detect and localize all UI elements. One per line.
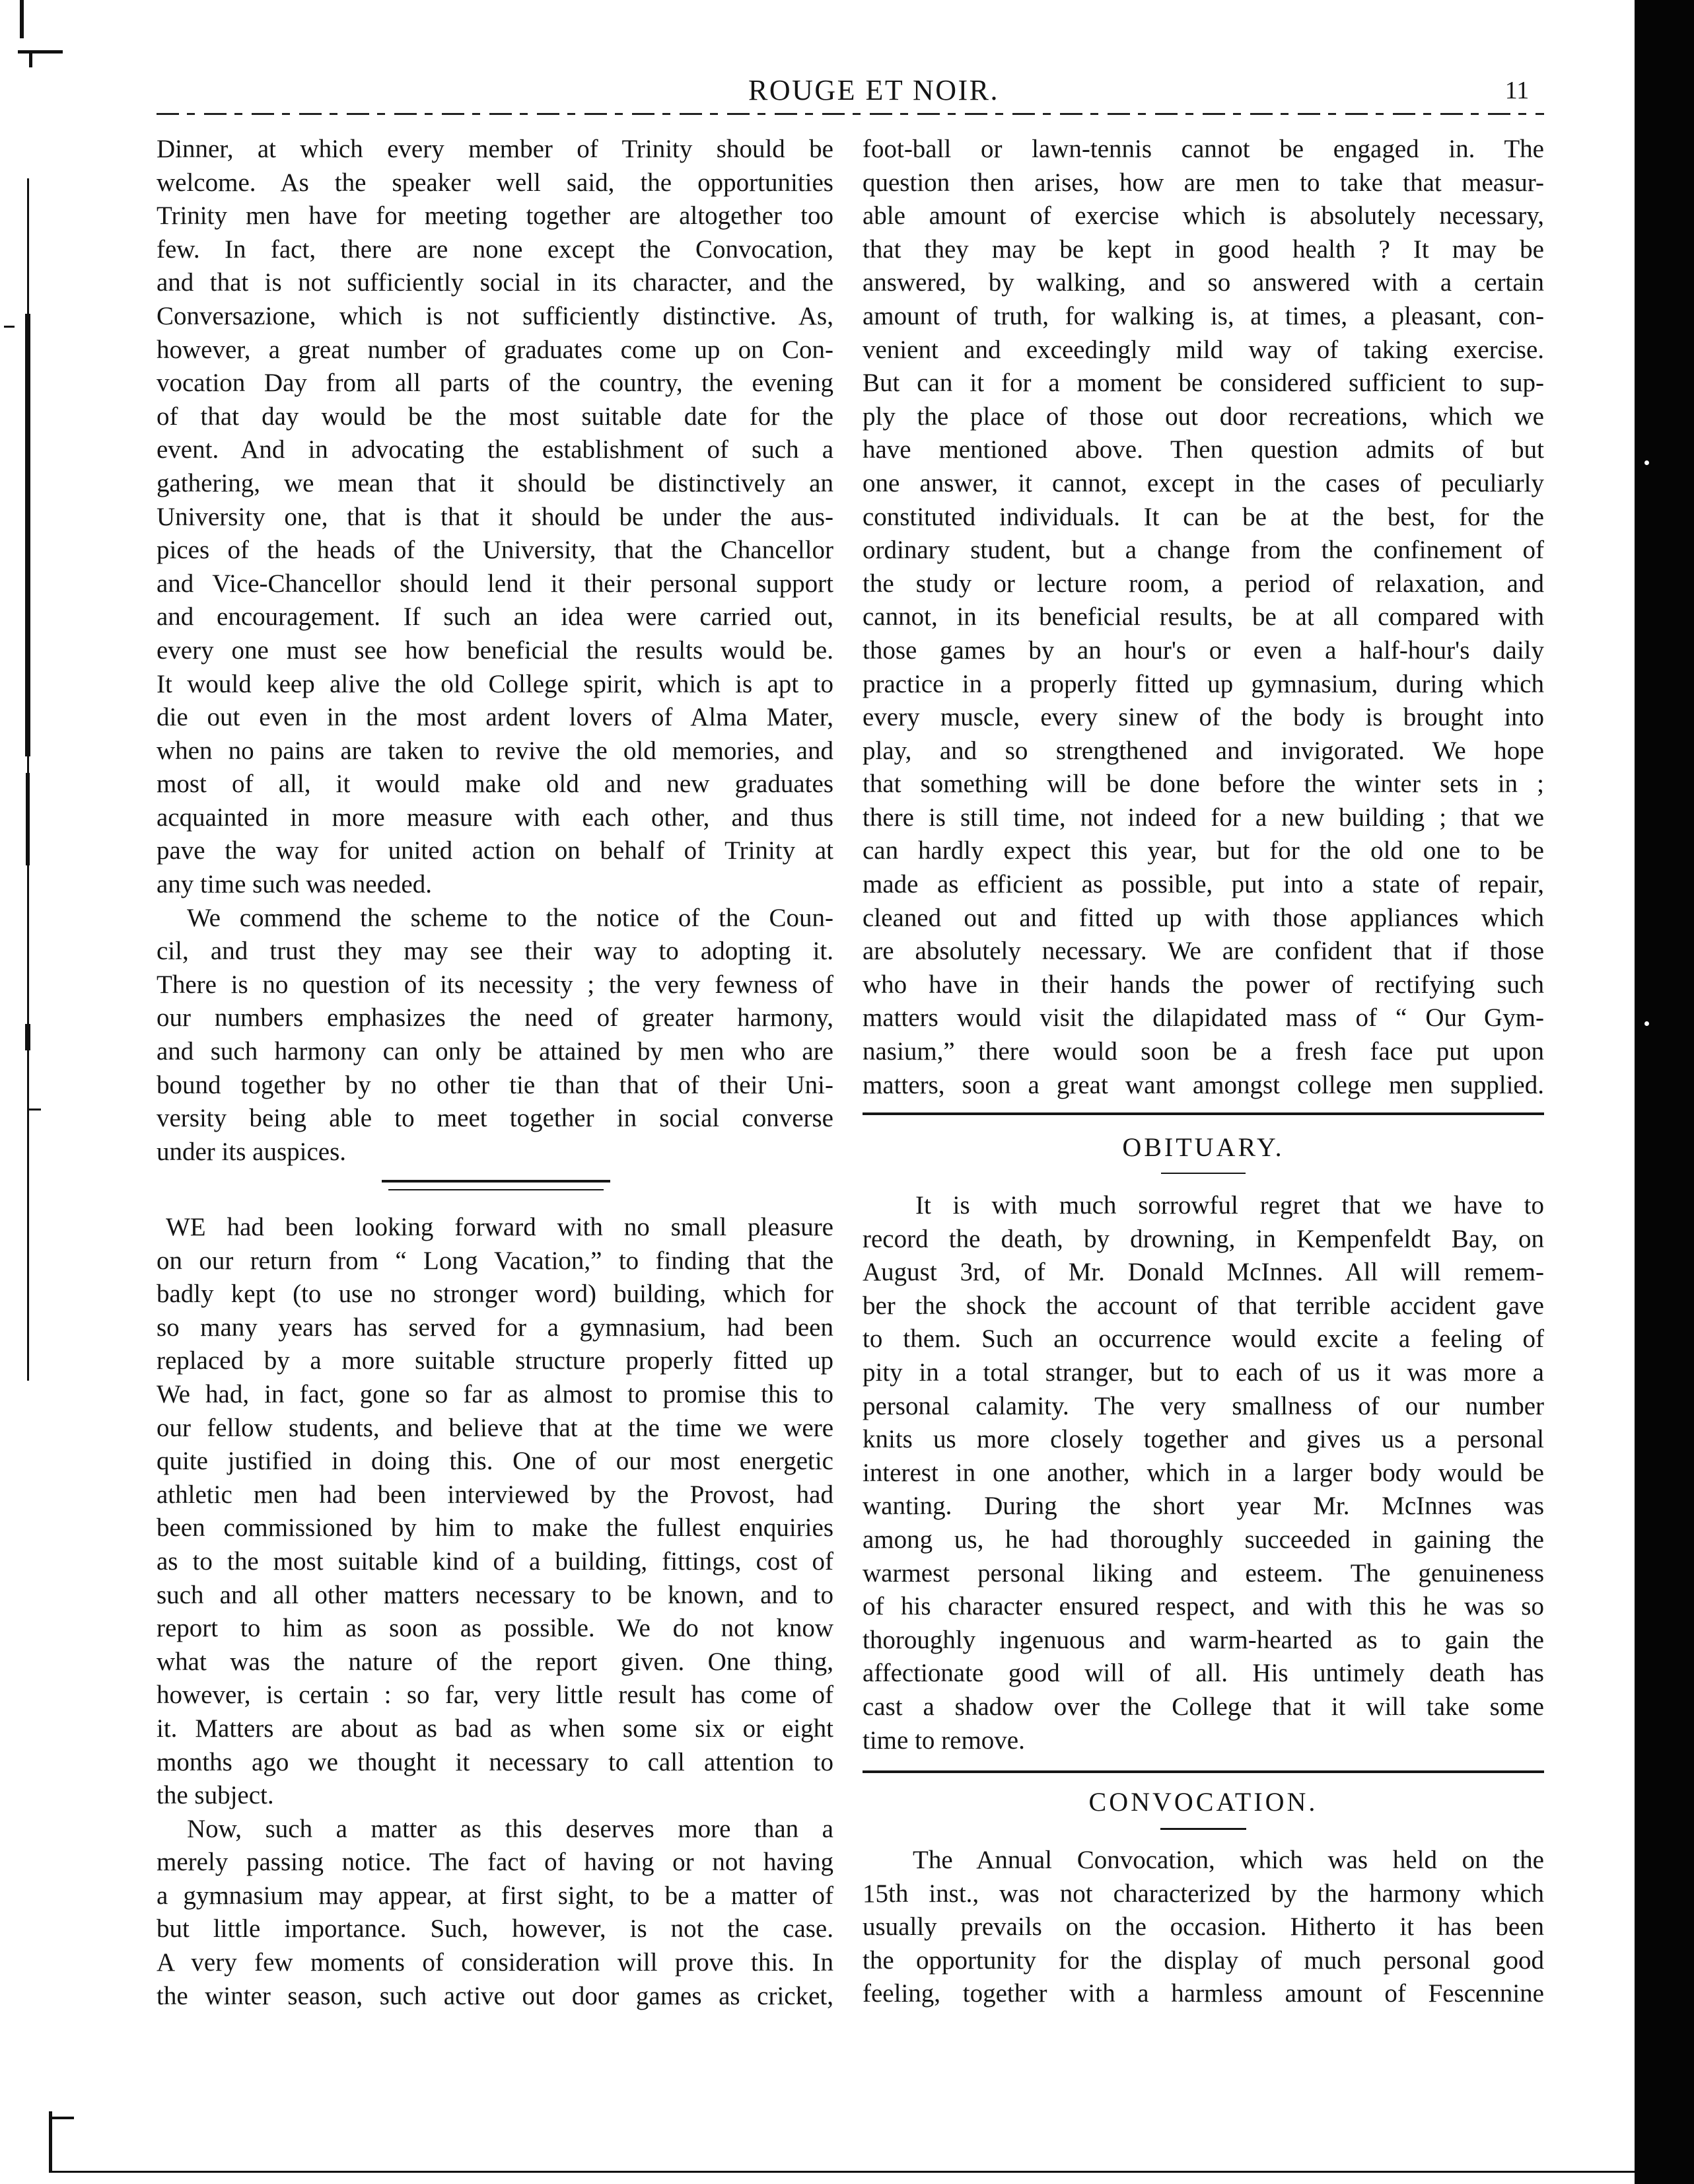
- text-line: badly kept (to use no stronger word) building, which for: [157, 1280, 833, 1309]
- text-line: A very few moments of consideration will prove this. In: [157, 1948, 833, 1977]
- text-line: what was the nature of the report given. One thing,: [157, 1647, 833, 1676]
- text-line: bound together by no other tie than that of their Uni-: [157, 1070, 833, 1099]
- paragraph: [157, 902, 833, 1169]
- margin-scan-mark: [29, 1109, 41, 1110]
- text-line: personal calamity. The very smallness of our number: [863, 1391, 1544, 1420]
- bottom-scan-line: [49, 2171, 1635, 2173]
- margin-scan-mark: [49, 2117, 74, 2119]
- text-line: It is with much sorrowful regret that we have to: [915, 1191, 1544, 1219]
- text-line: foot-ball or lawn-tennis cannot be engaged in. The: [863, 135, 1544, 163]
- text-line: August 3rd, of Mr. Donald McInnes. All will remem-: [863, 1258, 1544, 1287]
- text-line: 15th inst., was not characterized by the harmony which: [863, 1879, 1544, 1908]
- text-line: cannot, in its beneficial results, be at all compared with: [863, 602, 1544, 632]
- text-line: and such harmony can only be attained by men who are: [157, 1037, 833, 1066]
- text-line: our fellow students, and believe that at the time we were: [157, 1413, 833, 1442]
- text-line: gathering, we mean that it should be distinctively an: [157, 468, 833, 497]
- text-line: affectionate good will of all. His untimely death has: [863, 1659, 1544, 1688]
- text-line: nasium,” there would soon be a fresh face put upon: [863, 1037, 1544, 1066]
- text-line: ber the shock the account of that terrible accident gave: [863, 1291, 1544, 1320]
- text-line: The Annual Convocation, which was held on the: [913, 1846, 1544, 1874]
- margin-scan-mark: [4, 326, 15, 328]
- text-line: versity being able to meet together in social converse: [157, 1104, 833, 1133]
- text-line: there is still time, not indeed for a new building ; that we: [863, 803, 1544, 832]
- scan-speck: [1644, 460, 1649, 465]
- header-rule: [157, 113, 1544, 115]
- margin-scan-mark: [25, 314, 30, 756]
- text-line: feeling, together with a harmless amount of Fescennine: [863, 1979, 1544, 2008]
- text-line: and Vice-Chancellor should lend it their personal support: [157, 569, 833, 598]
- paragraph: [157, 1211, 833, 1813]
- convocation-heading: CONVOCATION.: [1088, 1787, 1318, 1817]
- paragraph: [157, 1813, 833, 2014]
- text-line: It would keep alive the old College spirit, which is apt to: [157, 669, 833, 698]
- text-line: such and all other matters necessary to be known, and to: [157, 1580, 833, 1609]
- text-line: quite justified in doing this. One of our most energetic: [157, 1447, 833, 1476]
- page-title: ROUGE ET NOIR.: [748, 74, 1000, 106]
- text-line: a gymnasium may appear, at first sight, to be a matter of: [157, 1881, 833, 1910]
- text-line: the study or lecture room, a period of relaxation, and: [863, 569, 1544, 598]
- text-line: of his character ensured respect, and with this he was so: [863, 1592, 1544, 1621]
- paragraph: [863, 133, 1544, 1102]
- text-line: when no pains are taken to revive the old memories, and: [157, 736, 833, 765]
- paragraph: [863, 1189, 1544, 1757]
- text-line: usually prevails on the occasion. Hitherto it has been: [863, 1912, 1544, 1942]
- section-rule: [863, 1112, 1544, 1115]
- text-line: time to remove.: [863, 1726, 1025, 1755]
- text-line: every one must see how beneficial the results would be.: [157, 636, 833, 665]
- text-line: that they may be kept in good health ? It may be: [863, 235, 1544, 264]
- text-line: athletic men had been interviewed by the Provost, had: [157, 1480, 833, 1509]
- text-line: warmest personal liking and esteem. The genuineness: [863, 1558, 1544, 1587]
- text-line: knits us more closely together and gives us a personal: [863, 1425, 1544, 1454]
- left-column-top: [157, 133, 833, 1169]
- page-number: 11: [1504, 77, 1530, 104]
- text-line: cleaned out and fitted up with those appliances which: [863, 903, 1544, 932]
- text-line: of that day would be the most suitable date for the: [157, 402, 833, 431]
- text-line: thoroughly ingenuous and warm-hearted as to gain the: [863, 1625, 1544, 1654]
- text-line: however, is certain : so far, very little result has come of: [157, 1681, 833, 1710]
- text-line: our numbers emphasizes the need of greater harmony,: [157, 1003, 833, 1033]
- text-line: cast a shadow over the College that it will take some: [863, 1692, 1544, 1721]
- text-line: Now, such a matter as this deserves more than a: [187, 1814, 833, 1843]
- text-line: most of all, it would make old and new graduates: [157, 770, 833, 799]
- text-line: Conversazione, which is not sufficiently distinctive. As,: [157, 301, 833, 330]
- margin-scan-mark: [20, 0, 24, 38]
- text-line: but little importance. Such, however, is not the case.: [157, 1914, 833, 1944]
- text-line: have mentioned above. Then question admits of but: [863, 435, 1544, 464]
- text-line: welcome. As the speaker well said, the opportunities: [157, 168, 833, 197]
- text-line: able amount of exercise which is absolutely necessary,: [863, 201, 1544, 231]
- text-line: are absolutely necessary. We are confident that if those: [863, 937, 1544, 966]
- text-line: it. Matters are about as bad as when some six or eight: [157, 1714, 833, 1743]
- text-line: WE had been looking forward with no small pleasure: [166, 1213, 833, 1241]
- text-line: wanting. During the short year Mr. McInnes was: [863, 1492, 1544, 1521]
- text-line: and encouragement. If such an idea were carried out,: [157, 602, 833, 632]
- text-line: and that is not sufficiently social in its character, and the: [157, 268, 833, 297]
- paragraph: [157, 133, 833, 902]
- obituary-article: [863, 1189, 1544, 1757]
- left-column-bottom: [157, 1211, 833, 2013]
- text-line: answered, by walking, and so answered with a certain: [863, 268, 1544, 297]
- text-line: But can it for a moment be considered sufficient to sup-: [863, 369, 1544, 398]
- text-line: any time such was needed.: [157, 870, 432, 899]
- text-line: to them. Such an occurrence would excite a feeling of: [863, 1325, 1544, 1354]
- text-line: vocation Day from all parts of the country, the evening: [157, 369, 833, 398]
- text-line: play, and so strengthened and invigorated. We hope: [863, 736, 1544, 765]
- text-line: few. In fact, there are none except the Convocation,: [157, 235, 833, 264]
- text-line: die out even in the most ardent lovers of Alma Mater,: [157, 703, 833, 732]
- scan-edge-shadow: [1635, 0, 1694, 2184]
- text-line: that something will be done before the winter sets in ;: [863, 770, 1544, 799]
- text-line: made as efficient as possible, put into a state of repair,: [863, 870, 1544, 899]
- article-separator-rule: [382, 1180, 610, 1183]
- text-line: ply the place of those out door recreations, which we: [863, 402, 1544, 431]
- section-rule: [863, 1770, 1544, 1773]
- text-line: question then arises, how are men to take that measur-: [863, 168, 1544, 197]
- text-line: every muscle, every sinew of the body is brought into: [863, 703, 1544, 732]
- text-line: matters, soon a great want amongst college men supplied.: [863, 1070, 1544, 1099]
- obituary-heading: OBITUARY.: [1122, 1132, 1285, 1162]
- text-line: however, a great number of graduates come up on Con-: [157, 335, 833, 364]
- text-line: so many years has served for a gymnasium, had been: [157, 1313, 833, 1342]
- text-line: pices of the heads of the University, that the Chancellor: [157, 536, 833, 565]
- scan-speck: [1644, 1021, 1649, 1026]
- text-line: University one, that is that it should be under the aus-: [157, 502, 833, 531]
- margin-scan-mark: [49, 2111, 52, 2173]
- text-line: among us, he had thoroughly succeeded in gaining the: [863, 1525, 1544, 1554]
- text-line: event. And in advocating the establishment of such a: [157, 435, 833, 464]
- right-column-top: [863, 133, 1544, 1102]
- text-line: pave the way for united action on behalf of Trinity at: [157, 836, 833, 865]
- text-line: the winter season, such active out door games as cricket,: [157, 1981, 833, 2010]
- margin-scan-mark: [29, 53, 32, 67]
- text-line: practice in a properly fitted up gymnasium, during which: [863, 669, 1544, 698]
- text-line: under its auspices.: [157, 1137, 347, 1166]
- convocation-article: [863, 1844, 1544, 2011]
- text-line: amount of truth, for walking is, at times, a pleasant, con-: [863, 301, 1544, 330]
- text-line: cil, and trust they may see their way to adopting it.: [157, 937, 833, 966]
- text-line: the opportunity for the display of much personal good: [863, 1946, 1544, 1975]
- text-line: ordinary student, but a change from the confinement of: [863, 536, 1544, 565]
- text-line: the subject.: [157, 1781, 274, 1810]
- margin-scan-mark: [18, 50, 63, 54]
- margin-scan-mark: [26, 773, 30, 865]
- text-line: on our return from “ Long Vacation,” to finding that the: [157, 1246, 833, 1275]
- heading-underline: [1160, 1828, 1246, 1830]
- text-line: who have in their hands the power of rectifying such: [863, 970, 1544, 999]
- text-line: venient and exceedingly mild way of taking exercise.: [863, 335, 1544, 364]
- text-line: those games by an hour's or even a half-hour's daily: [863, 636, 1544, 665]
- text-line: Trinity men have for meeting together are altogether too: [157, 201, 833, 231]
- text-line: We commend the scheme to the notice of the Coun-: [187, 903, 833, 932]
- text-line: report to him as soon as possible. We do not know: [157, 1614, 833, 1643]
- text-line: interest in one another, which in a larger body would be: [863, 1458, 1544, 1487]
- text-line: one answer, it cannot, except in the cases of peculiarly: [863, 468, 1544, 497]
- text-line: merely passing notice. The fact of having or not having: [157, 1848, 833, 1877]
- article-separator-rule: [388, 1189, 604, 1190]
- text-line: constituted individuals. It can be at the best, for the: [863, 502, 1544, 531]
- text-line: pity in a total stranger, but to each of us it was more a: [863, 1358, 1544, 1387]
- text-line: record the death, by drowning, in Kempenfeldt Bay, on: [863, 1224, 1544, 1253]
- text-line: Dinner, at which every member of Trinity should be: [157, 135, 833, 163]
- heading-underline: [1161, 1173, 1246, 1174]
- text-line: as to the most suitable kind of a building, fittings, cost of: [157, 1547, 833, 1576]
- text-line: replaced by a more suitable structure properly fitted up: [157, 1346, 833, 1375]
- text-line: been commissioned by him to make the fullest enquiries: [157, 1513, 833, 1543]
- text-line: can hardly expect this year, but for the old one to be: [863, 836, 1544, 865]
- text-line: We had, in fact, gone so far as almost to promise this to: [157, 1379, 833, 1408]
- margin-scan-mark: [25, 1024, 30, 1050]
- text-line: acquainted in more measure with each other, and thus: [157, 803, 833, 832]
- paragraph: [863, 1844, 1544, 2011]
- text-line: matters would visit the dilapidated mass of “ Our Gym-: [863, 1003, 1544, 1033]
- text-line: There is no question of its necessity ; the very fewness of: [157, 970, 833, 999]
- text-line: months ago we thought it necessary to call attention to: [157, 1747, 833, 1776]
